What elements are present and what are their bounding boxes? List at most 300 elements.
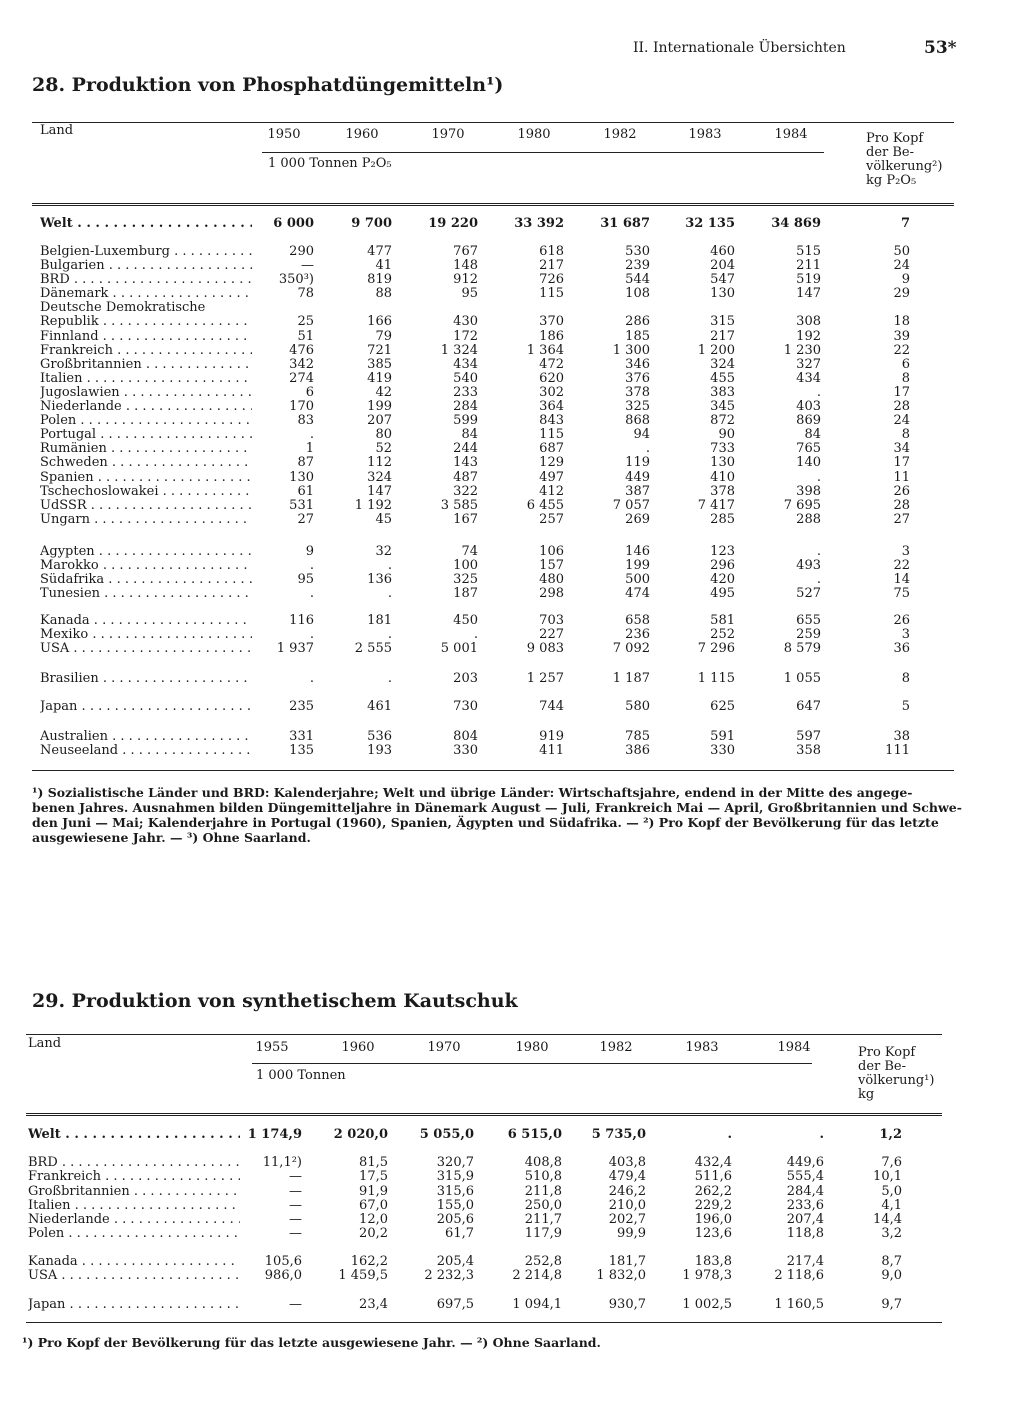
table-cell: 217 <box>539 258 564 273</box>
row-label: Frankreich . . . <box>28 1170 240 1184</box>
table-cell: 434 <box>796 371 821 386</box>
table-cell: 11 <box>893 470 910 485</box>
row-label: Südafrika . . . <box>40 573 252 587</box>
table-cell: 6 000 <box>273 216 314 231</box>
table-cell: 259 <box>796 627 821 642</box>
table-cell: 7,6 <box>881 1155 902 1170</box>
table-cell: 1 459,5 <box>338 1268 388 1283</box>
table-cell: 8 <box>901 371 910 386</box>
table-cell: 1 257 <box>526 671 564 686</box>
table-cell: 345 <box>710 399 735 414</box>
row-label: Deutsche Demokratische <box>40 301 206 315</box>
table-cell: 1 364 <box>526 343 564 358</box>
table-cell: 599 <box>453 413 478 428</box>
table-cell: 9 700 <box>351 216 392 231</box>
table-cell: 322 <box>453 484 478 499</box>
table-cell: 487 <box>453 470 478 485</box>
table-cell: 330 <box>453 743 478 758</box>
table-cell: 477 <box>367 244 392 259</box>
table-cell: 6 <box>901 357 910 372</box>
year-header: 1970 <box>431 127 465 142</box>
table-cell: 869 <box>796 413 821 428</box>
table-29-header-rule <box>26 1113 942 1116</box>
footnote-line: den Juni — Mai; Kalenderjahre in Portugal (1960), Spanien, Ägypten und Südafrika. — ²) Pro Kopf der Bevölkerung für das letzte <box>32 815 939 830</box>
table-cell: 84 <box>804 427 821 442</box>
year-header: 1982 <box>599 1040 633 1055</box>
year-header: 1950 <box>267 127 301 142</box>
table-cell: 1 115 <box>697 671 735 686</box>
perkopf-header-line: kg P₂O₅ <box>866 173 917 188</box>
table-cell: 147 <box>796 286 821 301</box>
table-cell: 130 <box>289 470 314 485</box>
table-cell: 703 <box>539 613 564 628</box>
table-cell: 100 <box>453 558 478 573</box>
table-cell: 118,8 <box>786 1226 824 1241</box>
table-cell: . <box>309 671 314 686</box>
table-cell: 31 687 <box>600 216 650 231</box>
year-header: 1980 <box>517 127 551 142</box>
table-cell: 6 455 <box>526 498 564 513</box>
table-cell: 378 <box>710 484 735 499</box>
table-cell: 555,4 <box>786 1169 824 1184</box>
table-cell: 187 <box>453 586 478 601</box>
table-28-bottom-rule <box>32 770 954 771</box>
table-cell: 527 <box>796 586 821 601</box>
table-cell: 78 <box>297 286 314 301</box>
table-cell: 34 <box>893 441 910 456</box>
table-cell: 203 <box>453 671 478 686</box>
table-cell: 135 <box>289 743 314 758</box>
table-cell: 167 <box>453 512 478 527</box>
table-cell: 1 300 <box>612 343 650 358</box>
table-cell: 408,8 <box>524 1155 562 1170</box>
table-cell: . <box>309 586 314 601</box>
row-label: BRD . . . <box>40 273 252 287</box>
table-cell: 581 <box>710 613 735 628</box>
table-cell: 3 585 <box>440 498 478 513</box>
table-cell: 6 <box>305 385 314 400</box>
table-cell: 61 <box>297 484 314 499</box>
table-cell: 274 <box>289 371 314 386</box>
table-cell: 252 <box>710 627 735 642</box>
table-cell: 140 <box>796 455 821 470</box>
table-cell: 3,2 <box>881 1226 902 1241</box>
table-cell: 1 055 <box>783 671 821 686</box>
table-cell: 129 <box>539 455 564 470</box>
table-cell: 460 <box>710 244 735 259</box>
table-cell: 211,8 <box>524 1184 562 1199</box>
row-label: Polen . . . <box>28 1227 240 1241</box>
table-cell: 370 <box>539 314 564 329</box>
table-cell: 24 <box>893 258 910 273</box>
table-cell: 123,6 <box>694 1226 732 1241</box>
table-cell: 2 555 <box>354 641 392 656</box>
row-label: BRD . . . <box>28 1156 240 1170</box>
table-cell: 111 <box>885 743 910 758</box>
table-cell: 202,7 <box>608 1212 646 1227</box>
table-cell: 302 <box>539 385 564 400</box>
table-cell: 284 <box>453 399 478 414</box>
year-header: 1960 <box>341 1040 375 1055</box>
table-cell: 290 <box>289 244 314 259</box>
table-cell: 449,6 <box>786 1155 824 1170</box>
table-cell: 6 515,0 <box>507 1127 562 1142</box>
table-cell: 166 <box>367 314 392 329</box>
table-cell: 112 <box>367 455 392 470</box>
perkopf-header-line: kg <box>858 1087 875 1102</box>
table-cell: 547 <box>710 272 735 287</box>
table-cell: 257 <box>539 512 564 527</box>
table-cell: 74 <box>461 544 478 559</box>
table-cell: 79 <box>375 329 392 344</box>
table-cell: 480 <box>539 572 564 587</box>
year-header: 1983 <box>685 1040 719 1055</box>
table-cell: 217 <box>710 329 735 344</box>
table-cell: . <box>309 558 314 573</box>
table-cell: 52 <box>375 441 392 456</box>
table-cell: 315,9 <box>436 1169 474 1184</box>
table-cell: 217,4 <box>786 1254 824 1269</box>
table-cell: 20,2 <box>359 1226 388 1241</box>
table-28-year-rule <box>262 152 824 153</box>
table-cell: 239 <box>625 258 650 273</box>
table-cell: 625 <box>710 699 735 714</box>
table-cell: 843 <box>539 413 564 428</box>
table-cell: 130 <box>710 455 735 470</box>
table-cell: 262,2 <box>694 1184 732 1199</box>
table-cell: 95 <box>461 286 478 301</box>
table-cell: 315,6 <box>436 1184 474 1199</box>
table-cell: 434 <box>453 357 478 372</box>
table-cell: . <box>309 627 314 642</box>
table-cell: 4,1 <box>881 1198 902 1213</box>
table-cell: 511,6 <box>694 1169 732 1184</box>
table-cell: 90 <box>718 427 735 442</box>
row-label: Ungarn . . . <box>40 513 252 527</box>
year-header: 1982 <box>603 127 637 142</box>
table-cell: 346 <box>625 357 650 372</box>
table-cell: 308 <box>796 314 821 329</box>
row-label: Niederlande . . . <box>28 1213 240 1227</box>
table-cell: 88 <box>375 286 392 301</box>
table-cell: 1,2 <box>879 1127 902 1142</box>
table-cell: 315 <box>710 314 735 329</box>
perkopf-header-line: Pro Kopf <box>858 1045 916 1060</box>
perkopf-header-line: Pro Kopf <box>866 131 924 146</box>
table-cell: . <box>473 627 478 642</box>
table-cell: — <box>289 1212 302 1227</box>
table-cell: 95 <box>297 572 314 587</box>
table-cell: 18 <box>893 314 910 329</box>
table-cell: 5,0 <box>881 1184 902 1199</box>
table-cell: 647 <box>796 699 821 714</box>
table-cell: 288 <box>796 512 821 527</box>
table-cell: — <box>289 1297 302 1312</box>
table-cell: 81,5 <box>359 1155 388 1170</box>
table-cell: 207,4 <box>786 1212 824 1227</box>
row-label: Portugal . . . <box>40 428 252 442</box>
table-cell: 1 324 <box>440 343 478 358</box>
table-cell: 358 <box>796 743 821 758</box>
table-cell: 32 <box>375 544 392 559</box>
table-cell: 28 <box>893 498 910 513</box>
table-cell: 476 <box>289 343 314 358</box>
row-label: USA . . . <box>40 642 252 656</box>
table-cell: 432,4 <box>694 1155 732 1170</box>
table-cell: 5 001 <box>440 641 478 656</box>
table-cell: 819 <box>367 272 392 287</box>
table-cell: 472 <box>539 357 564 372</box>
table-cell: 350³) <box>278 272 314 287</box>
table-cell: 192 <box>796 329 821 344</box>
table-28-top-rule <box>32 122 954 123</box>
table-cell: 199 <box>625 558 650 573</box>
table-cell: 7 417 <box>697 498 735 513</box>
table-cell: 455 <box>710 371 735 386</box>
table-cell: 495 <box>710 586 735 601</box>
row-label: Ägypten . . . <box>40 545 252 559</box>
table-cell: 744 <box>539 699 564 714</box>
table-cell: 7 <box>900 216 910 231</box>
table-cell: 117,9 <box>524 1226 562 1241</box>
table-cell: 227 <box>539 627 564 642</box>
table-cell: 162,2 <box>350 1254 388 1269</box>
table-cell: 28 <box>893 399 910 414</box>
table-cell: 147 <box>367 484 392 499</box>
row-label: USA . . . <box>28 1269 240 1283</box>
row-label: Welt . . . <box>40 217 252 231</box>
table-cell: 157 <box>539 558 564 573</box>
table-cell: 105,6 <box>264 1254 302 1269</box>
table-cell: 119 <box>625 455 650 470</box>
table-cell: 7 092 <box>612 641 650 656</box>
table-cell: 930,7 <box>608 1297 646 1312</box>
table-cell: 252,8 <box>524 1254 562 1269</box>
table-cell: 24 <box>893 413 910 428</box>
table-cell: 497 <box>539 470 564 485</box>
table-cell: 383 <box>710 385 735 400</box>
row-label: Finnland . . . <box>40 330 252 344</box>
table-cell: 34 869 <box>771 216 821 231</box>
table-cell: 106 <box>539 544 564 559</box>
table-cell: 11,1²) <box>262 1155 302 1170</box>
table-cell: 450 <box>453 613 478 628</box>
table-cell: 136 <box>367 572 392 587</box>
row-label: Niederlande . . . <box>40 400 252 414</box>
table-cell: 1 160,5 <box>774 1297 824 1312</box>
table-cell: 26 <box>893 613 910 628</box>
table-cell: 19 220 <box>428 216 478 231</box>
table-cell: 250,0 <box>524 1198 562 1213</box>
table-29-unit: 1 000 Tonnen <box>256 1068 346 1083</box>
table-cell: 67,0 <box>359 1198 388 1213</box>
table-cell: 29 <box>893 286 910 301</box>
table-cell: 474 <box>625 586 650 601</box>
table-cell: 22 <box>893 343 910 358</box>
table-cell: 733 <box>710 441 735 456</box>
row-label: Welt . . . <box>28 1128 240 1142</box>
footnote-line: benen Jahres. Ausnahmen bilden Düngemitteljahre in Dänemark August — Juli, Frankreich Mai — April, Großbritannien und Schwe- <box>32 800 962 815</box>
table-cell: 205,6 <box>436 1212 474 1227</box>
table-cell: 912 <box>453 272 478 287</box>
table-cell: 618 <box>539 244 564 259</box>
row-label: Brasilien . . . <box>40 672 252 686</box>
table-cell: 655 <box>796 613 821 628</box>
table-cell: 7 695 <box>783 498 821 513</box>
table-cell: 419 <box>367 371 392 386</box>
table-cell: 510,8 <box>524 1169 562 1184</box>
table-cell: 9 083 <box>526 641 564 656</box>
table-cell: 330 <box>710 743 735 758</box>
table-cell: 1 002,5 <box>682 1297 732 1312</box>
table-cell: . <box>727 1127 732 1142</box>
table-cell: 205,4 <box>436 1254 474 1269</box>
table-29-title: 29. Produktion von synthetischem Kautschuk <box>32 990 518 1012</box>
perkopf-header-line: völkerung¹) <box>858 1073 935 1088</box>
row-label: Schweden . . . <box>40 456 252 470</box>
row-label: Kanada . . . <box>28 1255 240 1269</box>
row-label: UdSSR . . . <box>40 499 252 513</box>
table-cell: 27 <box>297 512 314 527</box>
table-cell: 726 <box>539 272 564 287</box>
row-label: Japan . . . <box>28 1298 240 1312</box>
table-cell: 658 <box>625 613 650 628</box>
year-header: 1970 <box>427 1040 461 1055</box>
table-cell: 17 <box>893 455 910 470</box>
table-cell: 229,2 <box>694 1198 732 1213</box>
table-cell: 26 <box>893 484 910 499</box>
table-cell: . <box>645 441 650 456</box>
table-cell: 327 <box>796 357 821 372</box>
table-28-header-rule <box>32 203 954 206</box>
table-cell: 285 <box>710 512 735 527</box>
table-cell: 51 <box>297 329 314 344</box>
table-cell: 730 <box>453 699 478 714</box>
table-cell: 45 <box>375 512 392 527</box>
table-cell: 378 <box>625 385 650 400</box>
table-cell: 2 020,0 <box>333 1127 388 1142</box>
table-cell: 7 057 <box>612 498 650 513</box>
table-cell: 449 <box>625 470 650 485</box>
table-cell: 94 <box>633 427 650 442</box>
table-cell: 155,0 <box>436 1198 474 1213</box>
table-cell: 544 <box>625 272 650 287</box>
table-cell: 8,7 <box>881 1254 902 1269</box>
table-cell: — <box>289 1184 302 1199</box>
table-cell: 515 <box>796 244 821 259</box>
table-cell: 115 <box>539 427 564 442</box>
table-cell: 14,4 <box>873 1212 902 1227</box>
table-cell: 27 <box>893 512 910 527</box>
table-cell: 767 <box>453 244 478 259</box>
section-header: II. Internationale Übersichten <box>633 40 846 56</box>
table-cell: 99,9 <box>617 1226 646 1241</box>
table-cell: 186 <box>539 329 564 344</box>
row-label: Großbritannien . . . <box>28 1185 240 1199</box>
table-cell: 185 <box>625 329 650 344</box>
table-28-title: 28. Produktion von Phosphatdüngemitteln¹) <box>32 74 504 96</box>
table-cell: 9,0 <box>881 1268 902 1283</box>
table-cell: 146 <box>625 544 650 559</box>
perkopf-header-line: der Be- <box>858 1059 907 1074</box>
row-label: Tschechoslowakei . . . <box>40 485 252 499</box>
table-cell: 8 <box>901 671 910 686</box>
table-cell: 181 <box>367 613 392 628</box>
table-cell: 9,7 <box>881 1297 902 1312</box>
table-29-year-rule <box>252 1063 812 1064</box>
row-label: Spanien . . . <box>40 471 252 485</box>
table-cell: 14 <box>893 572 910 587</box>
table-cell: 1 094,1 <box>512 1297 562 1312</box>
table-cell: 493 <box>796 558 821 573</box>
table-cell: 22 <box>893 558 910 573</box>
table-cell: . <box>816 385 821 400</box>
table-cell: 75 <box>893 586 910 601</box>
table-cell: 376 <box>625 371 650 386</box>
footnote-line: ausgewiesene Jahr. — ³) Ohne Saarland. <box>32 830 311 845</box>
table-cell: 7 296 <box>697 641 735 656</box>
table-cell: 387 <box>625 484 650 499</box>
table-cell: 1 174,9 <box>247 1127 302 1142</box>
table-cell: 284,4 <box>786 1184 824 1199</box>
table-cell: 540 <box>453 371 478 386</box>
table-cell: . <box>387 586 392 601</box>
table-cell: 9 <box>305 544 314 559</box>
year-header: 1984 <box>777 1040 811 1055</box>
table-cell: 235 <box>289 699 314 714</box>
table-cell: 479,4 <box>608 1169 646 1184</box>
table-cell: 84 <box>461 427 478 442</box>
table-cell: 17,5 <box>359 1169 388 1184</box>
table-cell: 210,0 <box>608 1198 646 1213</box>
table-cell: 430 <box>453 314 478 329</box>
table-cell: 342 <box>289 357 314 372</box>
row-label: Jugoslawien . . . <box>40 386 252 400</box>
footnote-line: ¹) Pro Kopf der Bevölkerung für das letzte ausgewiesene Jahr. — ²) Ohne Saarland. <box>22 1335 601 1350</box>
table-cell: 2 214,8 <box>512 1268 562 1283</box>
table-cell: 765 <box>796 441 821 456</box>
table-cell: 872 <box>710 413 735 428</box>
table-cell: 324 <box>367 470 392 485</box>
table-cell: — <box>289 1198 302 1213</box>
row-label: Republik . . . <box>40 315 252 329</box>
row-label: Neuseeland . . . <box>40 744 252 758</box>
table-cell: . <box>816 572 821 587</box>
table-cell: 331 <box>289 729 314 744</box>
table-29-land-header: Land <box>28 1036 62 1051</box>
table-cell: 91,9 <box>359 1184 388 1199</box>
table-cell: 123 <box>710 544 735 559</box>
table-28-land-header: Land <box>40 123 74 138</box>
table-29-bottom-rule <box>26 1322 942 1323</box>
table-cell: 1 187 <box>612 671 650 686</box>
table-cell: 1 937 <box>276 641 314 656</box>
table-cell: 919 <box>539 729 564 744</box>
perkopf-header-line: der Be- <box>866 145 915 160</box>
table-cell: 597 <box>796 729 821 744</box>
table-cell: 591 <box>710 729 735 744</box>
table-cell: 412 <box>539 484 564 499</box>
table-cell: 461 <box>367 699 392 714</box>
table-cell: . <box>387 671 392 686</box>
row-label: Dänemark . . . <box>40 287 252 301</box>
table-cell: 170 <box>289 399 314 414</box>
table-cell: 236 <box>625 627 650 642</box>
table-cell: 296 <box>710 558 735 573</box>
row-label: Belgien-Luxemburg . . . <box>40 245 252 259</box>
table-cell: 181,7 <box>608 1254 646 1269</box>
table-cell: 50 <box>893 244 910 259</box>
